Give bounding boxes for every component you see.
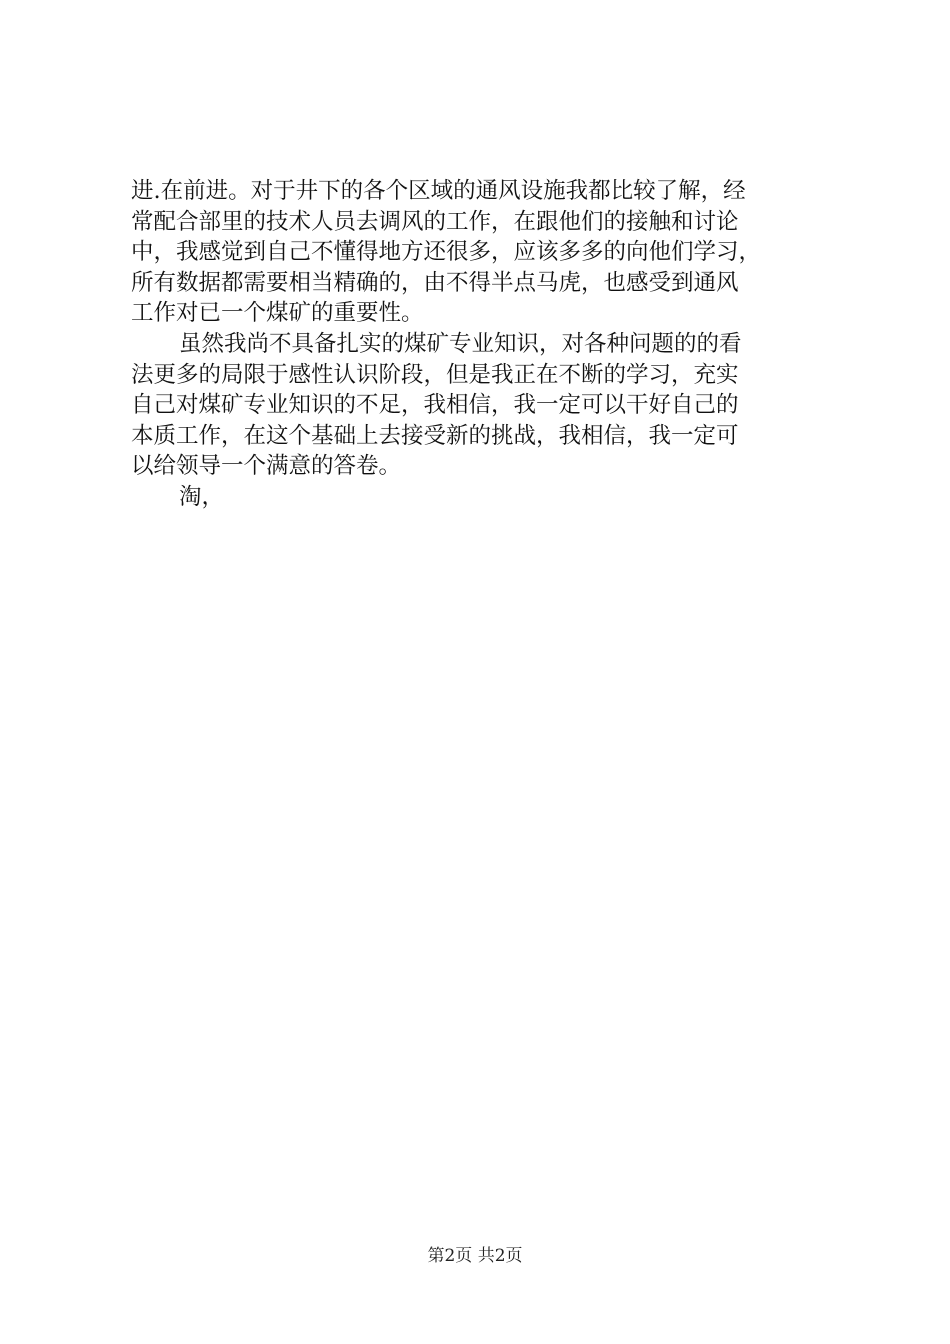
- paragraph-1-line-3: 中，我感觉到自己不懂得地方还很多，应该多多的向他们学习，: [131, 239, 762, 266]
- paragraph-2-line-3: 自己对煤矿专业知识的不足，我相信，我一定可以干好自己的: [131, 392, 739, 419]
- document-body: [131, 176, 831, 513]
- paragraph-1-line-5: 工作对已一个煤矿的重要性。: [131, 300, 424, 327]
- page-footer: 第2页 共2页: [427, 1246, 523, 1266]
- paragraph-2-line-5: 以给领导一个满意的答卷。: [131, 453, 402, 480]
- paragraph-2-line-4: 本质工作，在这个基础上去接受新的挑战，我相信，我一定可: [131, 422, 739, 449]
- paragraph-3-line-1: 淘，: [179, 483, 225, 510]
- paragraph-1-line-1: 进.在前进。对于井下的各个区域的通风设施我都比较了解，经: [131, 178, 746, 204]
- paragraph-1-line-2: 常配合部里的技术人员去调风的工作，在跟他们的接触和讨论: [131, 208, 739, 235]
- paragraph-1-line-4: 所有数据都需要相当精确的，由不得半点马虎，也感受到通风: [131, 269, 739, 296]
- paragraph-2-line-2: 法更多的局限于感性认识阶段，但是我正在不断的学习，充实: [131, 361, 739, 388]
- paragraph-2-line-1: 虽然我尚不具备扎实的煤矿专业知识，对各种问题的的看: [179, 330, 742, 357]
